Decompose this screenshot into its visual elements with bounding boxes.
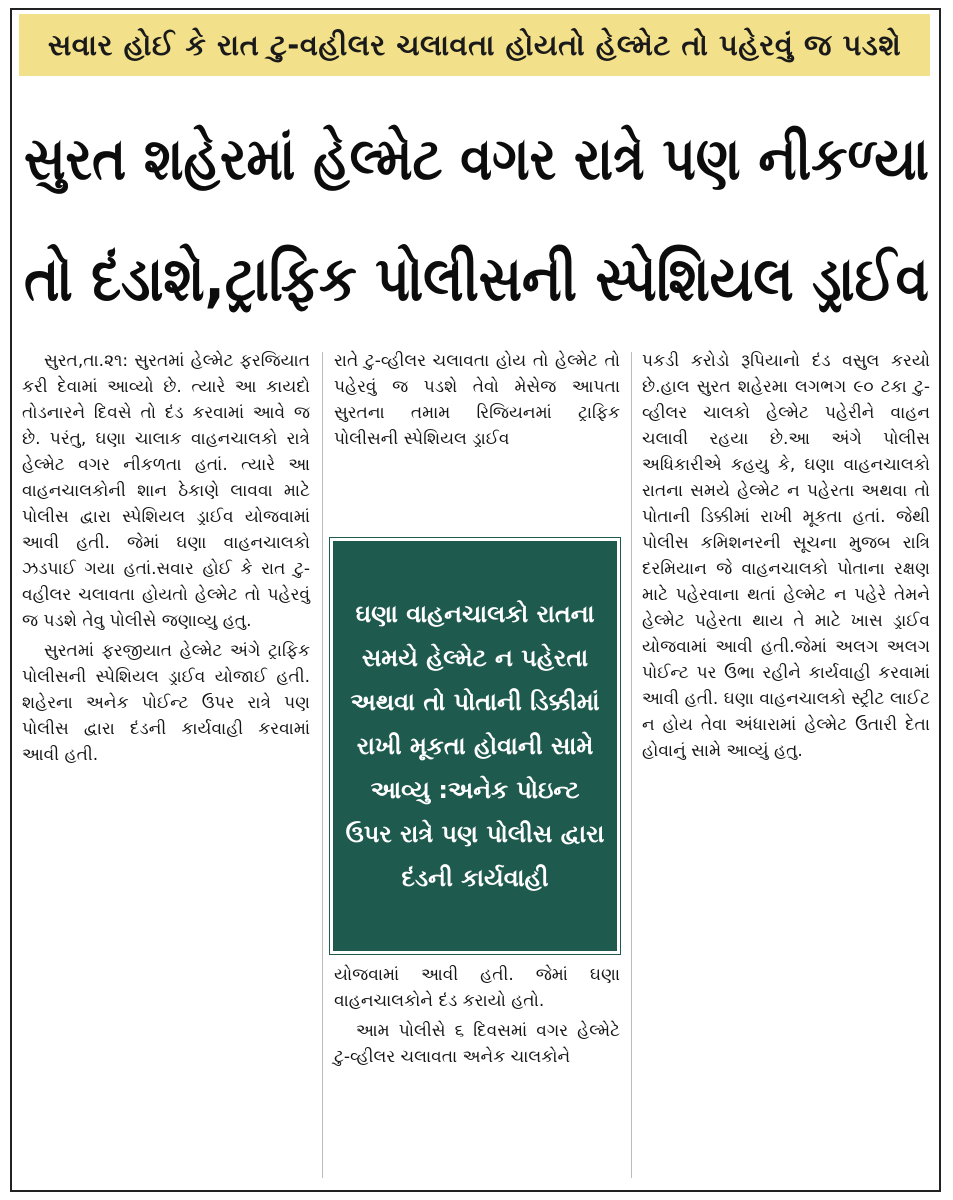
headline-line-2: તો દંડાશે,ટ્રાફિક પોલીસની સ્પેશિયલ ડ્રાઈવ — [24, 243, 929, 315]
column1-paragraph-1: સુરત,તા.૨૧: સુરતમાં હેલ્મેટ ફરજિયાત કરી દેવામાં આવ્યો છે. ત્યારે આ કાયદો તોડનારને દિવસે તો દંડ કરવામાં આવે જ છે. પરંતુ, ઘણા ચાલાક વાહનચાલકો રાત્રે હેલ્મેટ વગર નીકળતા હતાં. ત્યારે આ વાહનચાલકોની શાન ઠેકાણે લાવવા માટે પોલીસ દ્વારા સ્પેશિયલ ડ્રાઈવ યોજવામાં આવી હતી. જેમાં ઘણા વાહનચાલકો ઝડપાઈ ગયા હતાં.સવાર હોઈ કે રાત ટુ-વહીલર ચલાવતા હોયતો હેલ્મેટ તો પહેરવું જ પડશે તેવુ પોલીસે જણાવ્યુ હતુ. — [22, 351, 310, 631]
column1-paragraph-2: સુરતમાં ફરજીયાત હેલ્મેટ અંગે ટ્રાફિક પોલીસની સ્પેશિયલ ડ્રાઈવ યોજાઈ હતી. શહેરના અનેક પોઈન્ટ ઉપર રાત્રે પણ પોલીસ દ્વારા દંડની કાર્યવાહી કરવામાં આવી હતી. — [22, 641, 310, 765]
column-divider-1 — [322, 352, 323, 1178]
article-column-1 — [22, 348, 310, 1184]
column-divider-2 — [631, 352, 632, 1178]
column2-bottom-text-2: આમ પોલીસે ૬ દિવસમાં વગર હેલ્મેટે ટુ-વ્હીલર ચલાવતા અનેક ચાલકોને — [334, 1021, 620, 1067]
column3-paragraph: પકડી કરોડો રૂપિયાનો દંડ વસુલ કરયો છે.હાલ સુરત શહેરમા લગભગ ૯૦ ટકા ટુ-વ્હીલર ચાલકો હેલ્મેટ પહેરીને વાહન ચલાવી રહયા છે.આ અંગે પોલીસ અધિકારીએ કહયુ કે, ઘણા વાહનચાલકો રાતના સમયે હેલ્મેટ ન પહેરતા અથવા તો પોતાની ડિક્કીમાં રાખી મૂકતા હતાં. જેથી પોલીસ કમિશનરની સૂચના મુજબ રાત્રિ દરમિયાન જે વાહનચાલકો પોતાના રક્ષણ માટે પહેરવાના થતાં હેલ્મેટ ન પહેરે તેમને હેલ્મેટ પહેરતા થાય તે માટે ખાસ ડ્રાઈવ યોજવામાં આવી હતી.જેમાં અલગ અલગ પોઈન્ટ પર ઉભા રહીને કાર્યવાહી કરવામાં આવી હતી. ઘણા વાહનચાલકો સ્ટ્રીટ લાઈટ ન હોય તેવા અંધારામાં હેલ્મેટ ઉતારી દેતા હોવાનું સામે આવ્યું હતુ. — [642, 351, 930, 761]
pullquote-text: ઘણા વાહનચાલકો રાતના સમયે હેલ્મેટ ન પહેરતા અથવા તો પોતાની ડિક્કીમાં રાખી મૂકતા હોવાની સામે આવ્યુ :અનેક પોઇન્ટ ઉપર રાત્રે પણ પોલીસ દ્વારા દંડની કાર્યવાહી — [345, 600, 605, 892]
column2-bottom-text-1: યોજવામાં આવી હતી. જેમાં ઘણા વાહનચાલકોને દંડ કરાયો હતો. — [334, 965, 620, 1011]
column2-top-text: રાતે ટુ-વ્હીલર ચલાવતા હોય તો હેલ્મેટ તો પહેરવું જ પડશે તેવો મેસેજ આપતા સુરતના તમામ રિજિયનમાં ટ્રાફિક પોલીસની સ્પેશિયલ ડ્રાઈવ — [334, 351, 620, 449]
article-column-3 — [642, 348, 930, 1184]
article-column-2-top — [334, 348, 620, 528]
pullquote-box — [330, 538, 620, 954]
kicker-strap: સવાર હોઈ કે રાત ટુ-વહીલર ચલાવતા હોયતો હેલ્મેટ તો પહેરવું જ પડશે — [19, 14, 930, 76]
headline-line-1: સુરત શહેરમાં હેલ્મેટ વગર રાત્રે પણ નીકળ્યા — [24, 124, 929, 194]
article-column-2-bottom — [334, 962, 620, 1182]
